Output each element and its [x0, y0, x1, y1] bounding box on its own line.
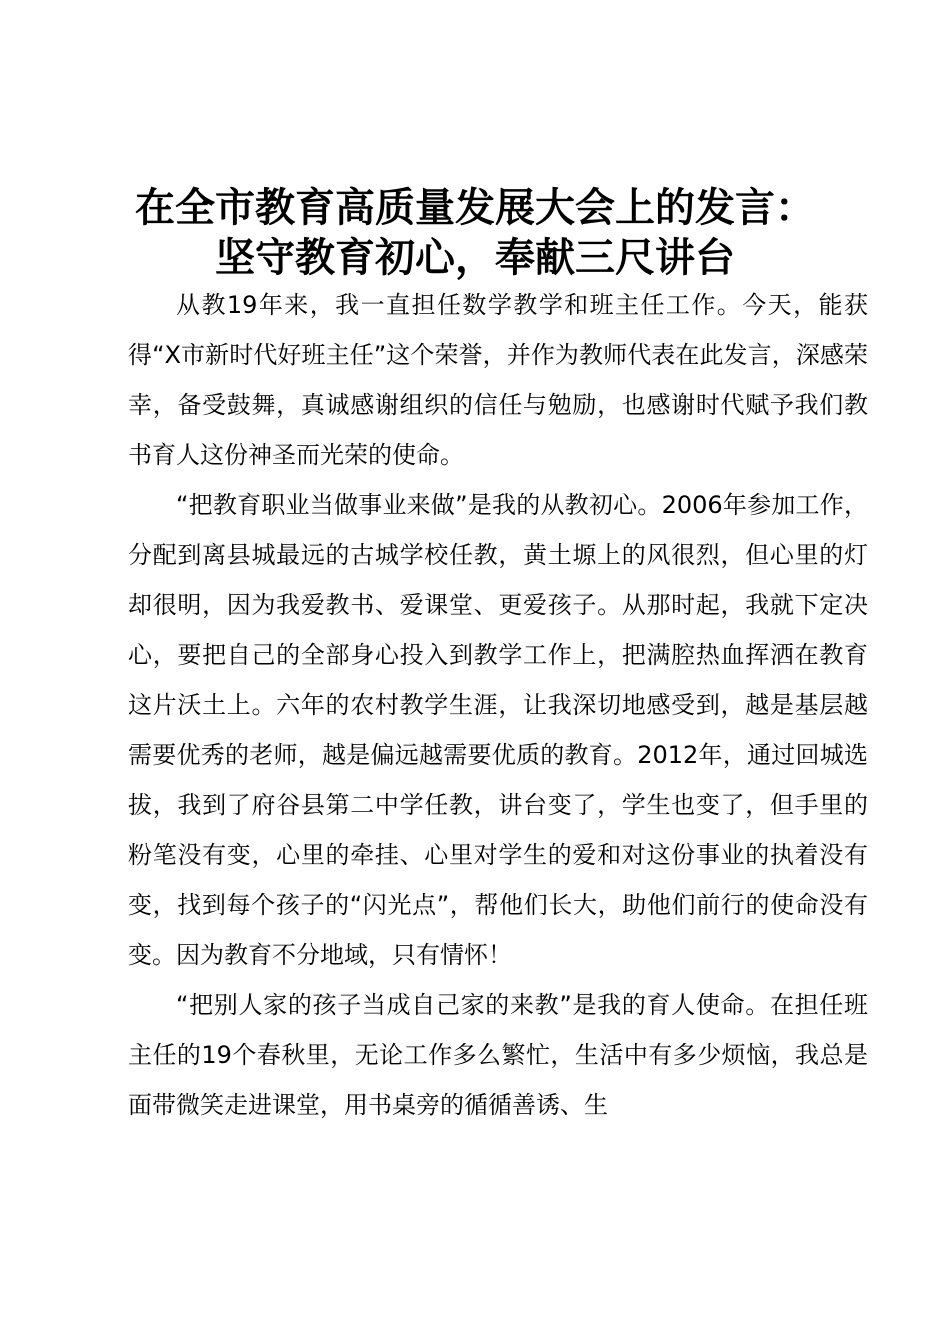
paragraph-1: 从教19年来，我一直担任数学教学和班主任工作。今天，能获得“X市新时代好班主任”这个荣誉，并作为教师代表在此发言，深感荣幸，备受鼓舞，真诚感谢组织的信任与勉励，也感谢时代赋予我们教书育人这份神圣而光荣的使命。 — [128, 291, 868, 469]
paragraph-2: “把教育职业当做事业来做”是我的从教初心。2006年参加工作，分配到离县城最远的古城学校任教，黄土塬上的风很烈，但心里的灯却很明，因为我爱教书、爱课堂、更爱孩子。从那时起，我就下定决心，要把自己的全部身心投入到教学工作上，把满腔热血挥洒在教育这片沃土上。六年的农村教学生涯，让我深切地感受到，越是基层越需要优秀的老师，越是偏远越需要优质的教育。2012年，通过回城选拔，我到了府谷县第二中学任教，讲台变了，学生也变了，但手里的粉笔没有变，心里的牵挂、心里对学生的爱和对这份事业的执着没有变，找到每个孩子的“闪光点”，帮他们长大，助他们前行的使命没有变。因为教育不分地域，只有情怀！ — [128, 491, 868, 969]
document-body — [128, 280, 868, 1130]
paragraph-3: “把别人家的孩子当成自己家的来教”是我的育人使命。在担任班主任的19个春秋里，无论工作多么繁忙，生活中有多少烦恼，我总是面带微笑走进课堂，用书桌旁的循循善诱、生 — [128, 991, 868, 1119]
document-title-line-2: 坚守教育初心，奉献三尺讲台 — [215, 235, 735, 281]
document-title-line-1: 在全市教育高质量发展大会上的发言： — [135, 185, 815, 231]
